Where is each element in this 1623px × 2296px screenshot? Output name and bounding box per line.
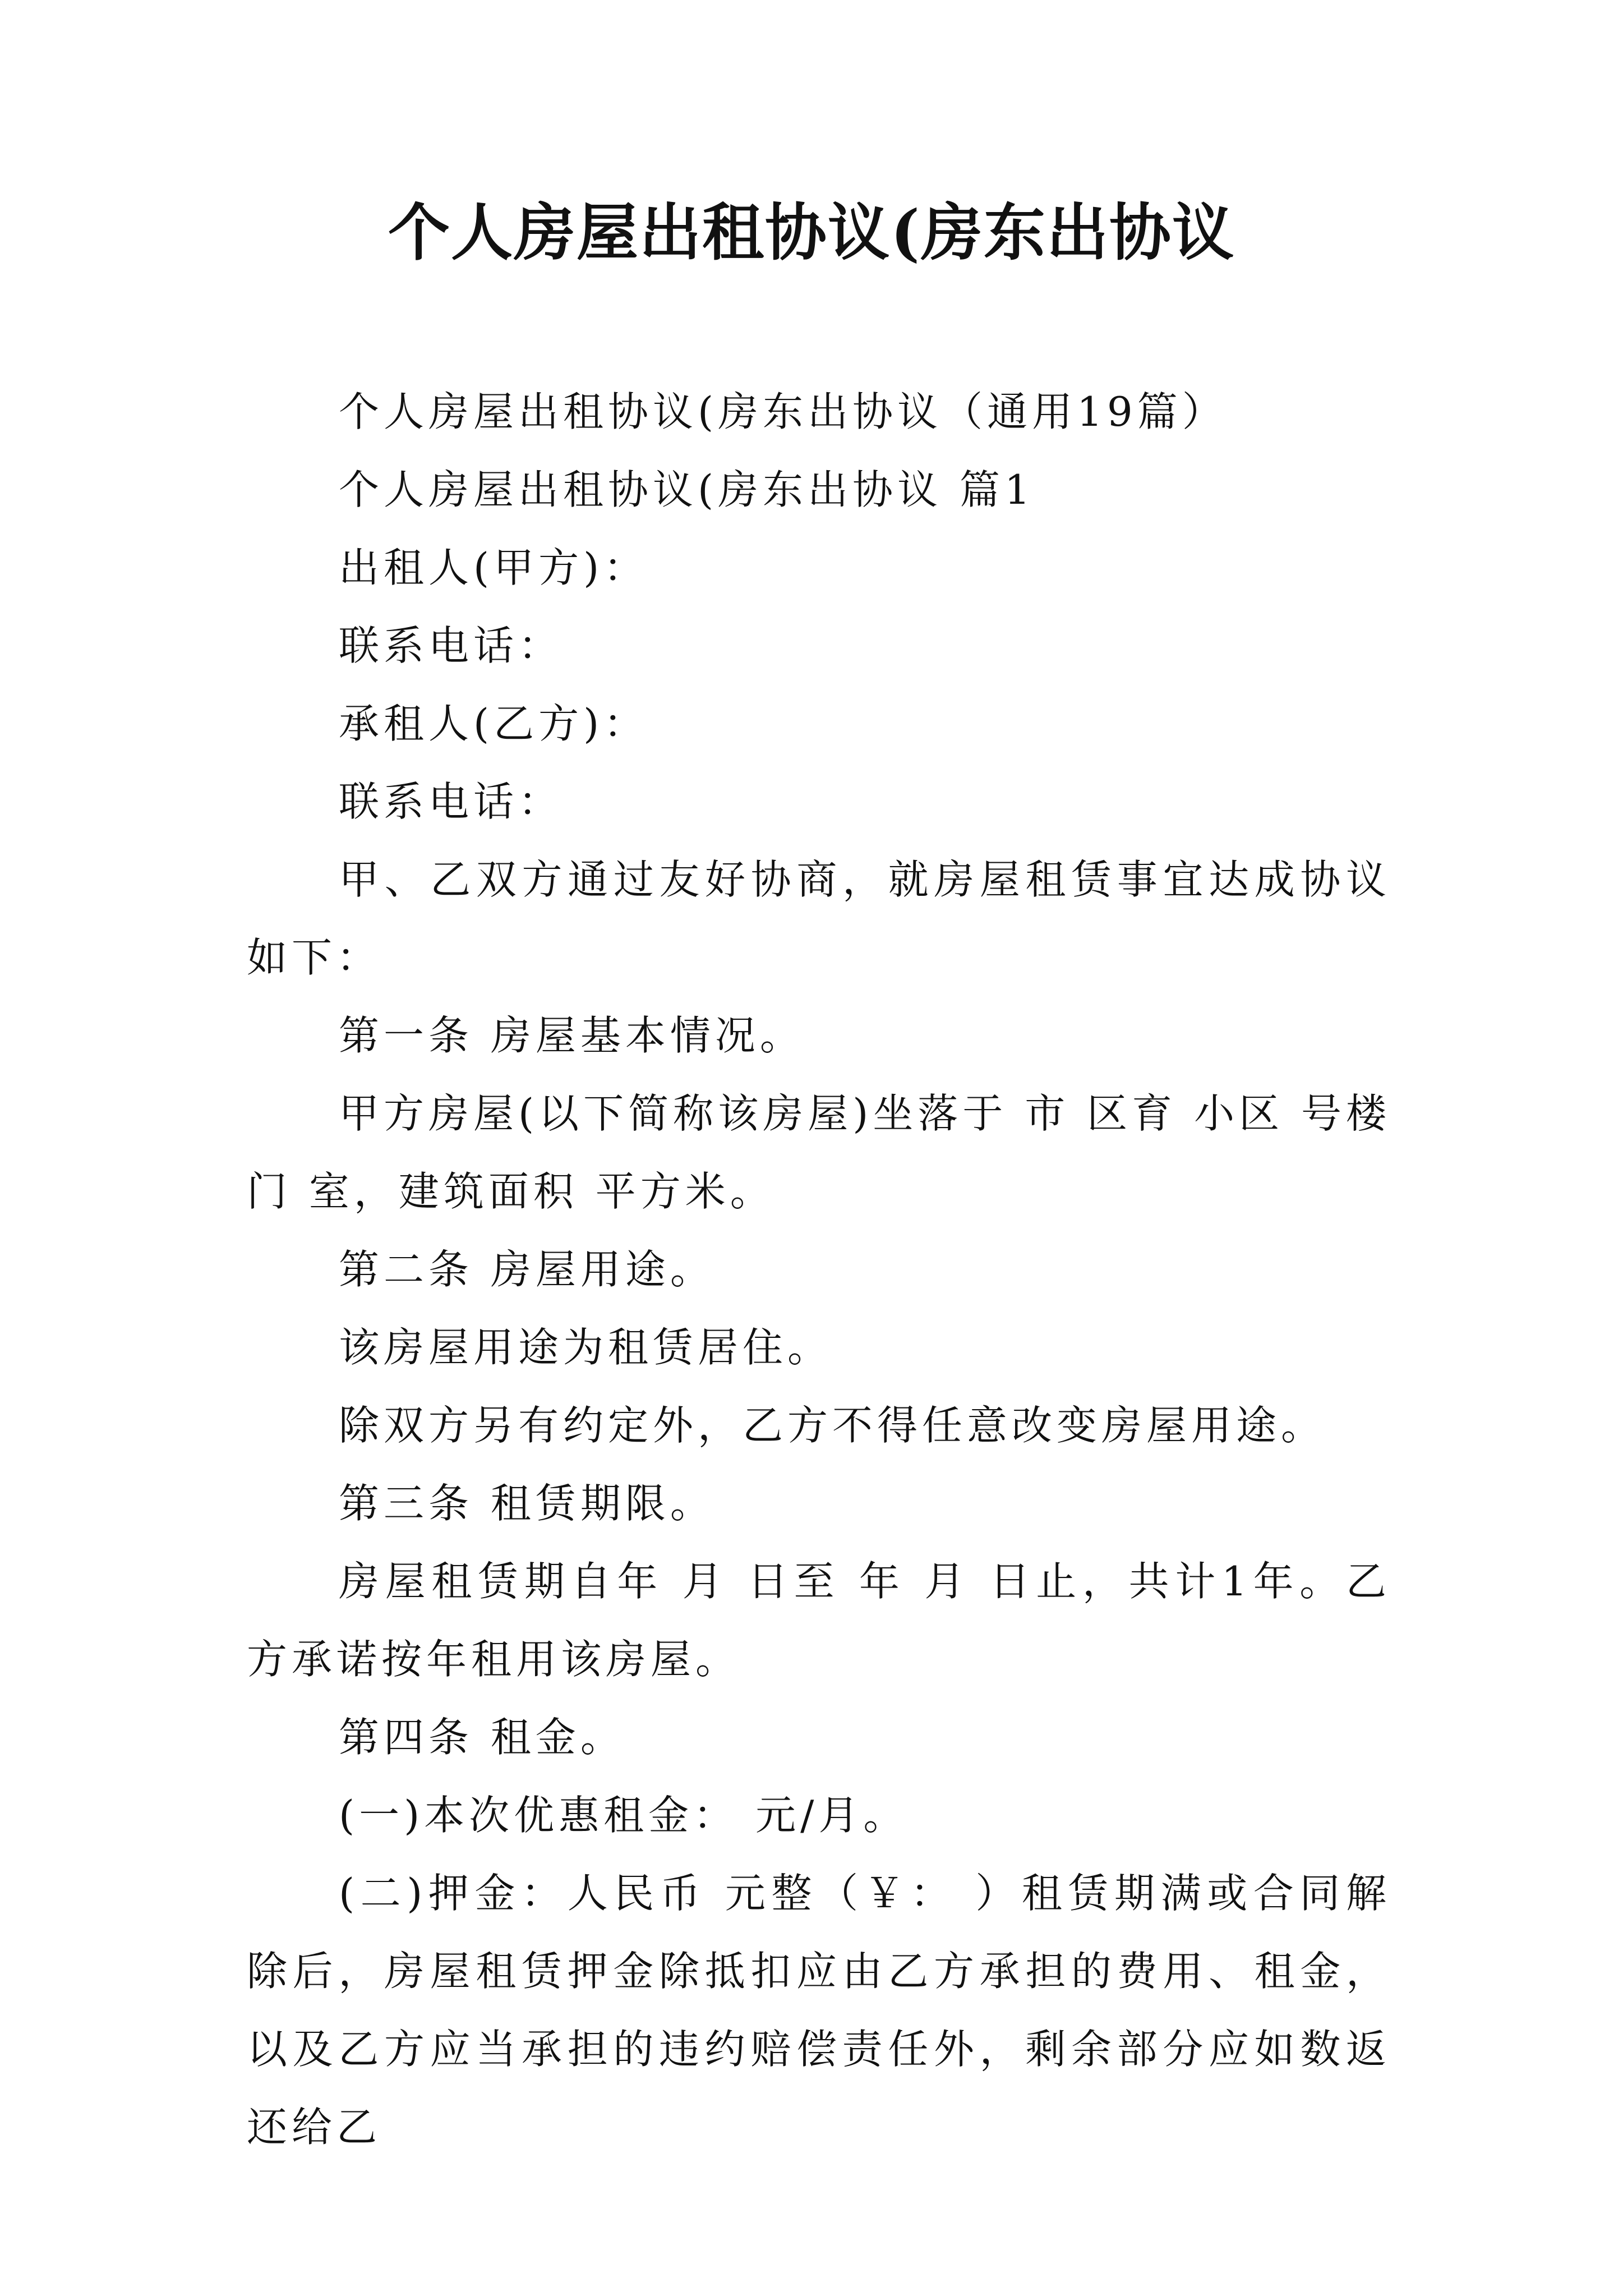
article-2-heading: 第二条 房屋用途。 [339, 1246, 715, 1293]
lessee-phone-field: 联系电话： [339, 778, 564, 825]
article-1-heading: 第一条 房屋基本情况。 [339, 1012, 805, 1059]
lessee-field: 承租人(乙方)： [339, 700, 649, 747]
lessor-phone-field: 联系电话： [339, 622, 564, 669]
subtitle-paragraph: 个人房屋出租协议(房东出协议（通用19篇） [339, 388, 1227, 435]
article-3-paragraph: 房屋租赁期自年 月 日至 年 月 日止，共计1年。乙方承诺按年租用该房屋。 [247, 1558, 1391, 1683]
article-2-paragraph-1: 该房屋用途为租赁居住。 [339, 1324, 833, 1371]
article-2-paragraph-2: 除双方另有约定外，乙方不得任意改变房屋用途。 [339, 1402, 1326, 1449]
article-4-heading: 第四条 租金。 [339, 1714, 625, 1761]
article-4-deposit-paragraph: (二)押金：人民币 元整（￥： ）租赁期满或合同解除后，房屋租赁押金除抵扣应由乙方承担的费用、租金，以及乙方应当承担的违约赔偿责任外，剩余部分应如数返还给乙 [247, 1870, 1391, 2151]
agreement-intro-paragraph: 甲、乙双方通过友好协商，就房屋租赁事宜达成协议如下： [247, 856, 1391, 981]
document-title: 个人房屋出租协议(房东出协议 [388, 196, 1235, 269]
lessor-field: 出租人(甲方)： [339, 544, 649, 591]
article-3-heading: 第三条 租赁期限。 [339, 1480, 715, 1527]
article-1-paragraph: 甲方房屋(以下简称该房屋)坐落于 市 区育 小区 号楼 门 室，建筑面积 平方米。 [247, 1090, 1408, 1215]
article-4-rent-paragraph: (一)本次优惠租金： 元/月。 [339, 1792, 909, 1839]
document-body [247, 373, 1408, 2166]
section-heading: 个人房屋出租协议(房东出协议 篇1 [339, 466, 1035, 513]
